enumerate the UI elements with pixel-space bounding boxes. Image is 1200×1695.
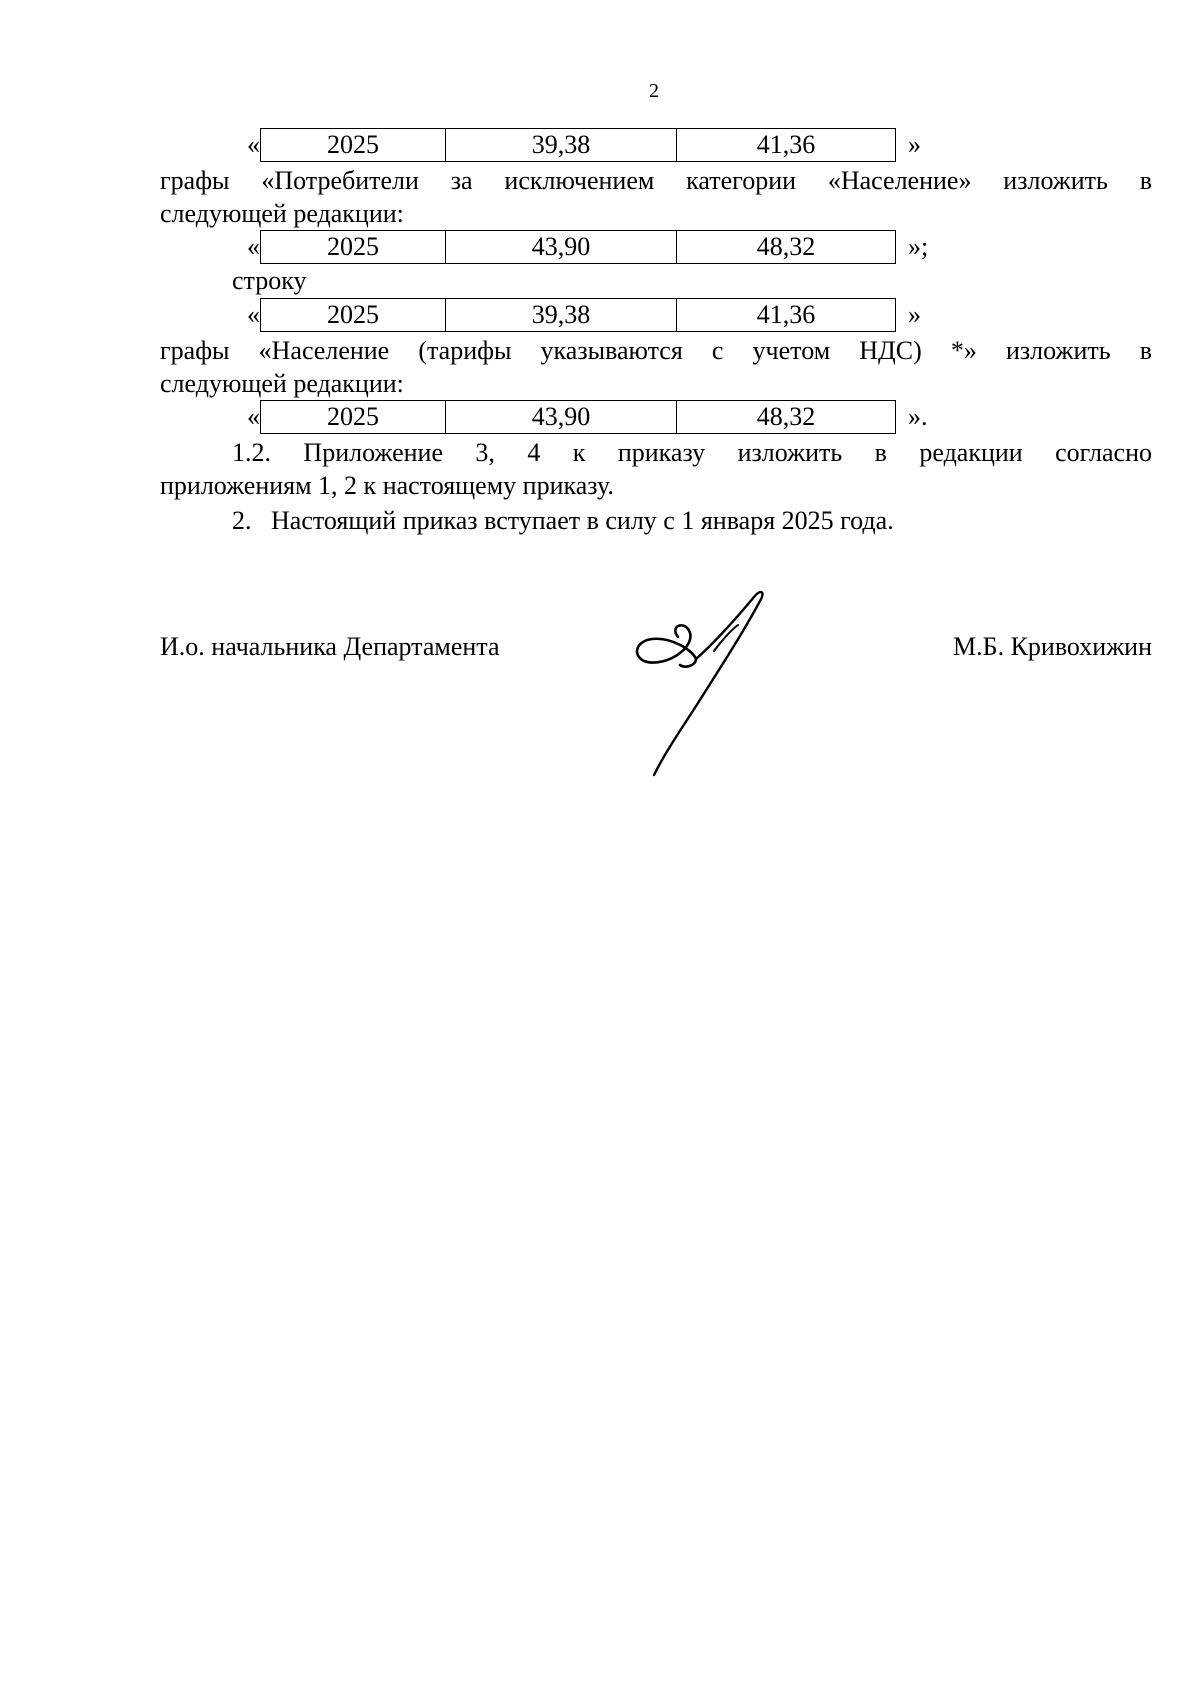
quote-open: «: [247, 130, 260, 159]
quote-close: »: [908, 130, 921, 159]
paragraph-line: следующей редакции:: [160, 369, 404, 398]
paragraph-line: 2. Настоящий приказ вступает в силу с 1 января 2025 года.: [232, 506, 894, 535]
paragraph-line: строку: [232, 266, 307, 295]
table-row: [232, 229, 928, 265]
paragraph-line: приложениям 1, 2 к настоящему приказу.: [160, 471, 614, 500]
signatory-title: И.о. начальника Департамента: [160, 632, 500, 661]
paragraph-line: следующей редакции:: [160, 199, 404, 228]
quote-open: «: [247, 402, 260, 431]
table-row: [232, 297, 921, 333]
cell-value-1: 39,38: [446, 129, 677, 161]
paragraph-line: графы «Население (тарифы указываются с учетом НДС) *» изложить в: [160, 336, 1152, 365]
quote-close: »: [908, 300, 921, 329]
cell-value-1: 39,38: [446, 299, 677, 331]
cell-value-2: 41,36: [756, 130, 816, 159]
cell-value-2: 48,32: [756, 402, 816, 431]
table-cells: [260, 230, 896, 264]
cell-year: 2025: [261, 231, 446, 263]
paragraph-line: 1.2. Приложение 3, 4 к приказу изложить в редакции согласно: [232, 438, 1152, 467]
cell-year: 2025: [261, 299, 446, 331]
table-row: [232, 399, 928, 435]
page-number: 2: [649, 80, 659, 102]
cell-value-2: 41,36: [756, 300, 816, 329]
quote-open: «: [247, 300, 260, 329]
cell-value-1: 43,90: [446, 231, 677, 263]
quote-close: »;: [908, 232, 929, 261]
table-row: [232, 127, 921, 163]
cell-year: 2025: [261, 401, 446, 433]
quote-open: «: [247, 232, 260, 261]
cell-value-2: 48,32: [756, 232, 816, 261]
quote-close: ».: [908, 402, 928, 431]
cell-year: 2025: [261, 129, 446, 161]
cell-value-1: 43,90: [446, 401, 677, 433]
signatory-name: М.Б. Кривохижин: [953, 632, 1152, 661]
table-cells: [260, 298, 896, 332]
table-cells: [260, 400, 896, 434]
paragraph-line: графы «Потребители за исключением категории «Население» изложить в: [160, 166, 1152, 195]
handwritten-signature: [630, 585, 800, 785]
table-cells: [260, 128, 896, 162]
